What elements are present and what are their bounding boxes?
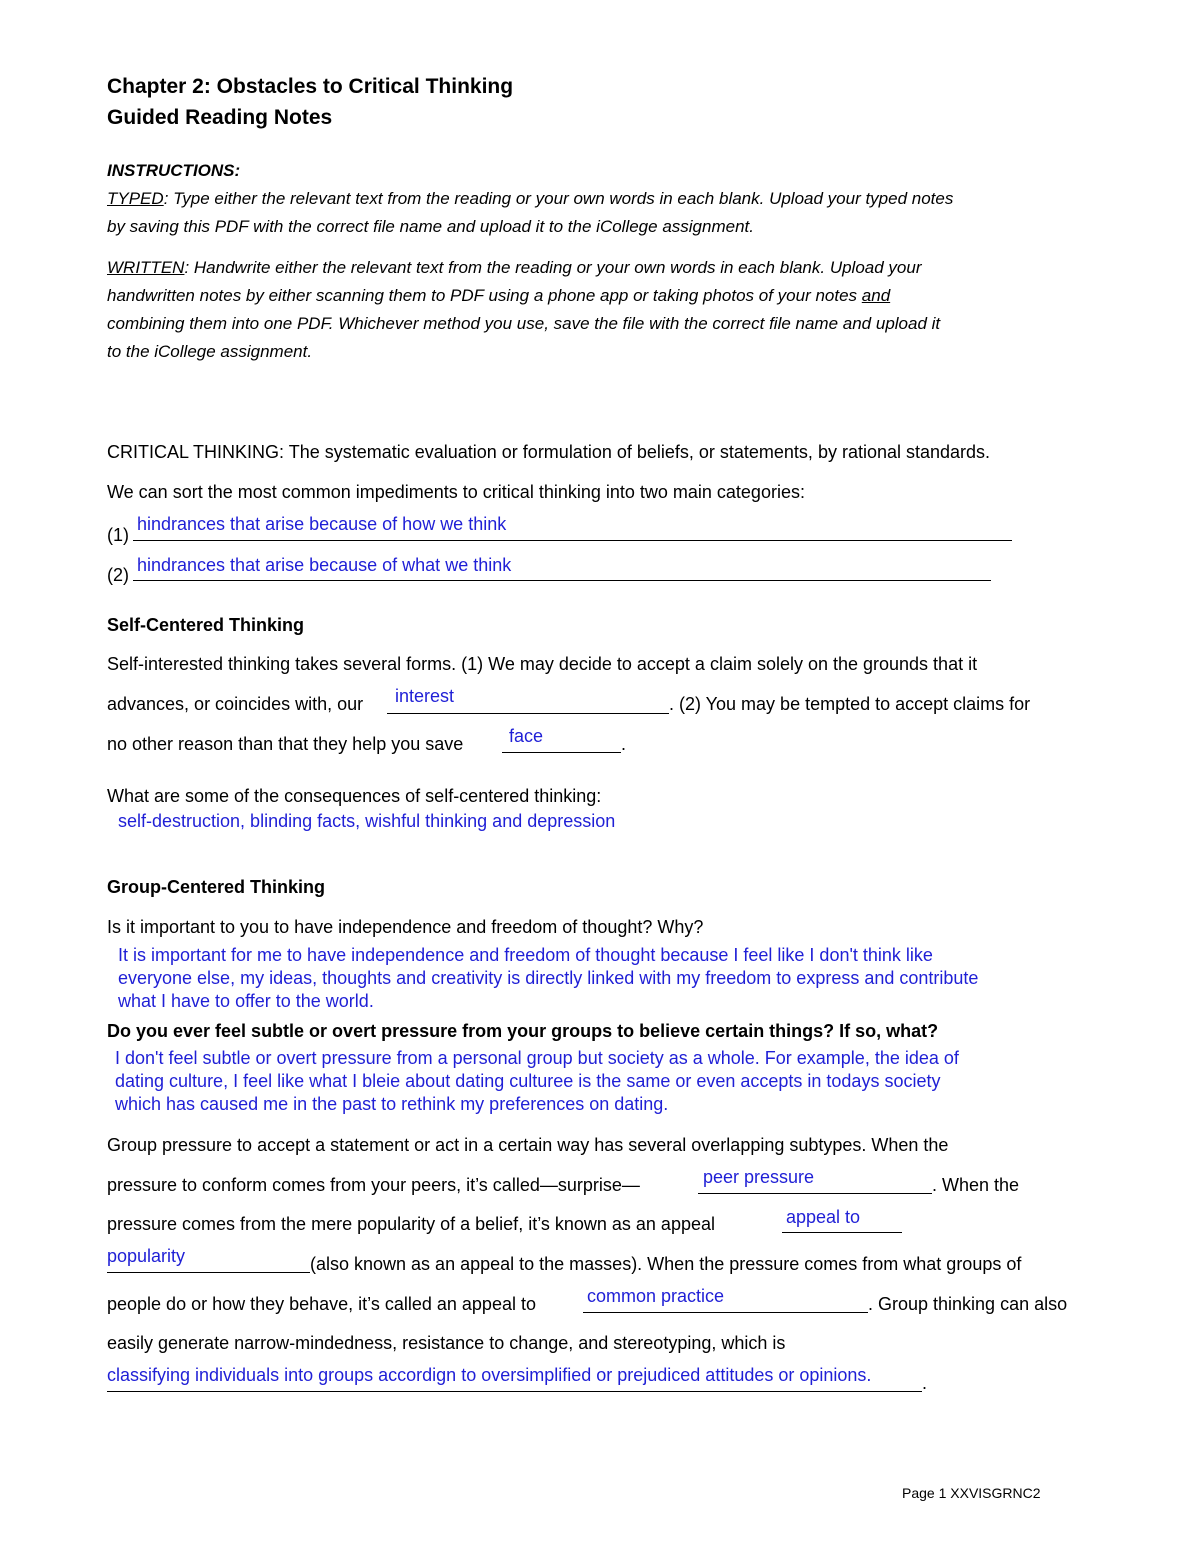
popularity-answer[interactable]: popularity	[107, 1246, 186, 1266]
independence-question: Is it important to you to have independence and freedom of thought? Why?	[107, 917, 704, 937]
group-pressure-line-2a: pressure to conform comes from your peers, it’s called—surprise—	[107, 1175, 640, 1195]
appeal-to-answer[interactable]: appeal to	[786, 1207, 861, 1227]
group-centered-heading: Group-Centered Thinking	[107, 877, 325, 897]
independence-answer-line-2[interactable]: everyone else, my ideas, thoughts and creativity is directly linked with my freedom to express and contribute	[118, 968, 979, 988]
category-2-number: (2)	[107, 565, 129, 585]
self-centered-line-2b: . (2) You may be tempted to accept claims for	[669, 694, 1031, 714]
category-2-answer[interactable]: hindrances that arise because of what we think	[137, 555, 512, 575]
common-practice-blank	[583, 1312, 868, 1313]
instructions-written-line-2: handwritten notes by either scanning them to PDF using a phone app or taking photos of your notes and	[107, 286, 891, 305]
page-title: Chapter 2: Obstacles to Critical Thinking	[107, 75, 514, 98]
face-answer[interactable]: face	[509, 726, 544, 746]
stereotyping-period: .	[922, 1373, 928, 1393]
written-label: WRITTEN	[107, 258, 185, 277]
appeal-to-blank	[782, 1232, 902, 1233]
self-centered-line-3a: no other reason than that they help you save	[107, 734, 464, 754]
consequences-question: What are some of the consequences of self-centered thinking:	[107, 786, 602, 806]
group-pressure-line-1: Group pressure to accept a statement or act in a certain way has several overlapping subtypes. When the	[107, 1135, 949, 1155]
self-centered-line-2a: advances, or coincides with, our	[107, 694, 364, 714]
popularity-blank	[107, 1272, 310, 1273]
group-pressure-line-6: easily generate narrow-mindedness, resistance to change, and stereotyping, which is	[107, 1333, 786, 1353]
typed-label: TYPED	[107, 189, 164, 208]
page-subtitle: Guided Reading Notes	[107, 106, 333, 129]
page-footer: Page 1 XXVISGRNC2	[902, 1485, 1041, 1501]
instructions-written-line-3: combining them into one PDF. Whichever method you use, save the file with the correct file name and upload it	[107, 314, 941, 333]
category-1-answer[interactable]: hindrances that arise because of how we think	[137, 514, 507, 534]
instructions-heading: INSTRUCTIONS:	[107, 161, 241, 180]
pressure-question: Do you ever feel subtle or overt pressure from your groups to believe certain things? If so, what?	[107, 1021, 939, 1041]
interest-blank	[387, 713, 669, 714]
face-blank	[502, 752, 621, 753]
pressure-answer-line-3[interactable]: which has caused me in the past to rethink my preferences on dating.	[115, 1094, 669, 1114]
category-1-number: (1)	[107, 525, 129, 545]
instructions-written-line-1: WRITTEN: Handwrite either the relevant text from the reading or your own words in each blank. Upload your	[107, 258, 922, 277]
independence-answer-line-3[interactable]: what I have to offer to the world.	[118, 991, 374, 1011]
peer-pressure-blank	[698, 1193, 932, 1194]
category-1-blank	[133, 540, 1012, 541]
critical-thinking-definition: CRITICAL THINKING: The systematic evaluation or formulation of beliefs, or statements, by rational standards.	[107, 442, 991, 462]
instructions-written-line-4: to the iCollege assignment.	[107, 342, 313, 361]
group-pressure-line-2b: . When the	[932, 1175, 1020, 1195]
stereotyping-blank	[107, 1391, 922, 1392]
instructions-typed-line-1: TYPED: Type either the relevant text from the reading or your own words in each blank. Upload your typed notes	[107, 189, 954, 208]
self-centered-line-3b: .	[621, 734, 627, 754]
group-pressure-line-3a: pressure comes from the mere popularity of a belief, it’s known as an appeal	[107, 1214, 715, 1234]
category-2-blank	[133, 580, 991, 581]
common-practice-answer[interactable]: common practice	[587, 1286, 725, 1306]
self-centered-line-1: Self-interested thinking takes several forms. (1) We may decide to accept a claim solely on the grounds that it	[107, 654, 978, 674]
consequences-answer[interactable]: self-destruction, blinding facts, wishful thinking and depression	[118, 811, 616, 831]
stereotyping-answer[interactable]: classifying individuals into groups accordign to oversimplified or prejudiced attitudes or opinions.	[107, 1365, 872, 1385]
peer-pressure-answer[interactable]: peer pressure	[703, 1167, 815, 1187]
instructions-typed-line-2: by saving this PDF with the correct file name and upload it to the iCollege assignment.	[107, 217, 754, 236]
pressure-answer-line-1[interactable]: I don't feel subtle or overt pressure from a personal group but society as a whole. For example, the idea of	[115, 1048, 959, 1068]
group-pressure-line-5a: people do or how they behave, it’s called an appeal to	[107, 1294, 536, 1314]
independence-answer-line-1[interactable]: It is important for me to have independence and freedom of thought because I feel like I don't think like	[118, 945, 933, 965]
pressure-answer-line-2[interactable]: dating culture, I feel like what I bleie about dating culturee is the same or even accepts in todays society	[115, 1071, 941, 1091]
categories-intro: We can sort the most common impediments to critical thinking into two main categories:	[107, 482, 805, 502]
group-pressure-line-4b: (also known as an appeal to the masses). When the pressure comes from what groups of	[310, 1254, 1022, 1274]
self-centered-heading: Self-Centered Thinking	[107, 615, 305, 635]
group-pressure-line-5b: . Group thinking can also	[868, 1294, 1068, 1314]
interest-answer[interactable]: interest	[395, 686, 455, 706]
